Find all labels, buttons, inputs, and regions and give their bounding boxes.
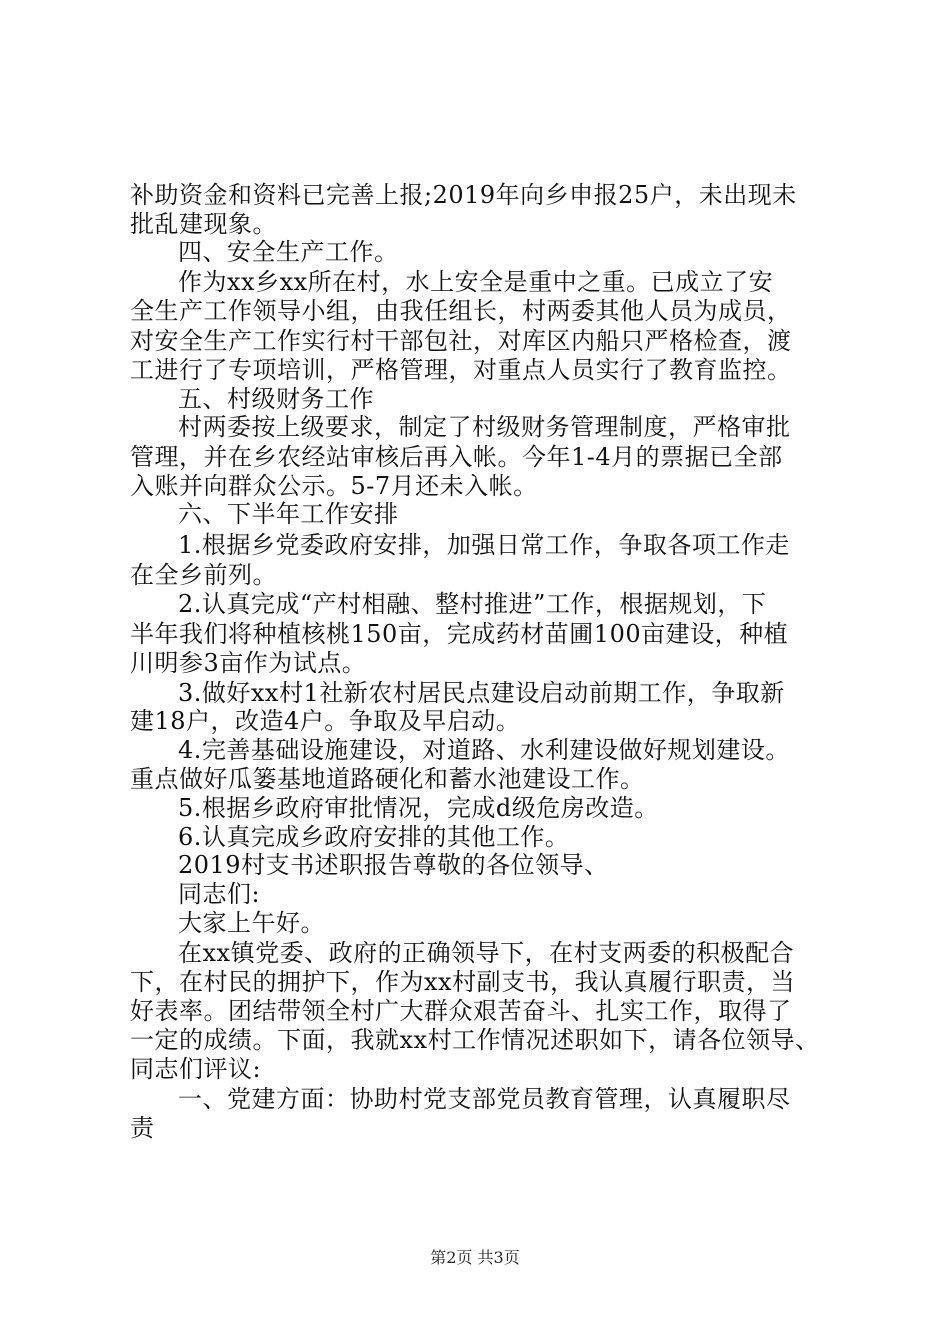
text-line: 管理，并在乡农经站审核后再入帐。今年1-4月的票据已全部 xyxy=(130,443,783,471)
text-line: 工进行了专项培训，严格管理，对重点人员实行了教育监控。 xyxy=(130,356,792,384)
text-line: 5.根据乡政府审批情况，完成d级危房改造。 xyxy=(178,794,659,822)
text-line: 6.认真完成乡政府安排的其他工作。 xyxy=(178,823,570,851)
text-line: 在xx镇党委、政府的正确领导下，在村支两委的积极配合 xyxy=(178,939,795,967)
text-line: 下，在村民的拥护下，作为xx村副支书，我认真履行职责，当 xyxy=(130,968,796,996)
page-number-footer: 第2页 共3页 xyxy=(430,1248,520,1267)
text-line: 作为xx乡xx所在村，水上安全是重中之重。已成立了安 xyxy=(178,268,774,296)
text-line: 全生产工作领导小组，由我任组长，村两委其他人员为成员， xyxy=(130,297,792,325)
text-line: 同志们: xyxy=(178,880,261,908)
text-line: 3.做好xx村1社新农村居民点建设启动前期工作，争取新 xyxy=(178,679,785,707)
section-heading: 一、党建方面：协助村党支部党员教育管理，认真履职尽 xyxy=(178,1085,791,1113)
text-line: 半年我们将种植核桃150亩，完成药材苗圃100亩建设，种植 xyxy=(130,620,789,648)
section-heading: 四、安全生产工作。 xyxy=(178,238,399,266)
section-heading: 六、下半年工作安排 xyxy=(178,500,399,528)
text-line: 大家上午好。 xyxy=(178,909,325,937)
text-line: 补助资金和资料已完善上报;2019年向乡申报25户，未出现未 xyxy=(130,181,797,209)
text-line: 1.根据乡党委政府安排，加强日常工作，争取各项工作走 xyxy=(178,531,790,559)
text-line: 建18户，改造4户。争取及早启动。 xyxy=(130,707,521,735)
text-line: 川明参3亩作为试点。 xyxy=(130,649,367,677)
text-line: 对安全生产工作实行村干部包社，对库区内船只严格检查，渡 xyxy=(130,327,792,355)
text-line: 同志们评议: xyxy=(130,1055,262,1083)
section-heading: 五、村级财务工作 xyxy=(178,385,374,413)
text-line: 2019村支书述职报告尊敬的各位领导、 xyxy=(178,851,609,879)
text-line: 在全乡前列。 xyxy=(130,561,277,589)
text-line: 2.认真完成“产村相融、整村推进”工作，根据规划，下 xyxy=(178,590,767,618)
text-line: 重点做好瓜篓基地道路硬化和蓄水池建设工作。 xyxy=(130,765,645,793)
text-line: 入账并向群众公示。5-7月还未入帐。 xyxy=(130,472,538,500)
text-line: 一定的成绩。下面，我就xx村工作情况述职如下，请各位领导、 xyxy=(130,1026,820,1054)
text-line: 好表率。团结带领全村广大群众艰苦奋斗、扎实工作，取得了 xyxy=(130,997,792,1025)
text-line: 批乱建现象。 xyxy=(130,210,277,238)
text-line: 村两委按上级要求，制定了村级财务管理制度，严格审批 xyxy=(178,413,791,441)
text-line: 4.完善基础设施建设，对道路、水利建设做好规划建设。 xyxy=(178,736,790,764)
text-line: 责 xyxy=(130,1114,155,1142)
